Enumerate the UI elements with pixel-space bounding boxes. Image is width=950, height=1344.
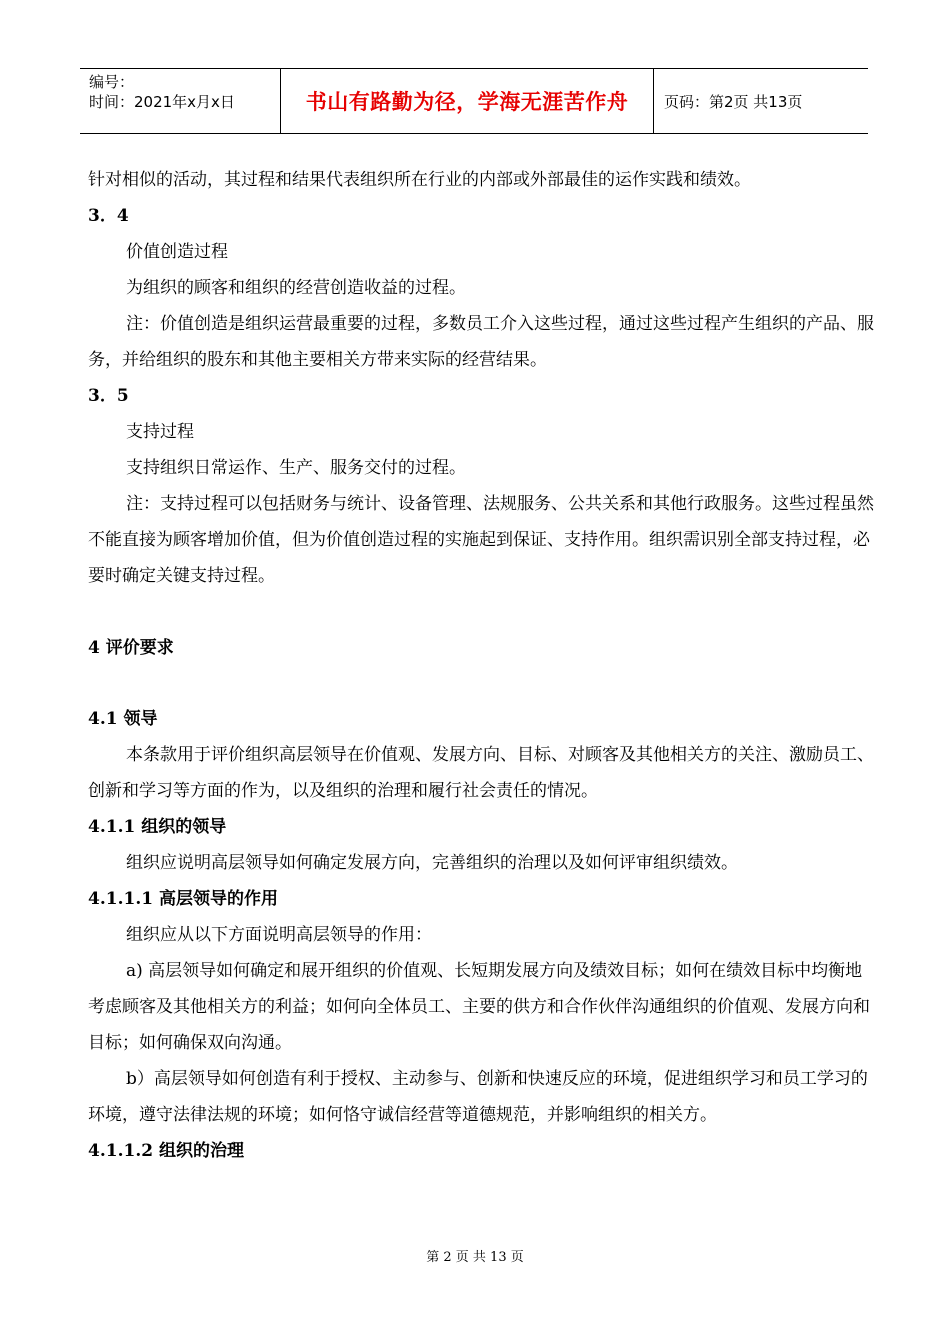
header-motto: 书山有路勤为径，学海无涯苦作舟: [281, 69, 654, 133]
list-item-b: b）高层领导如何创造有利于授权、主动参与、创新和快速反应的环境，促进组织学习和员工学习的环境，遵守法律法规的环境；如何恪守诚信经营等道德规范，并影响组织的相关方。: [88, 1069, 868, 1125]
heading-4: 4 评价要求: [88, 638, 174, 658]
document-number-label: 编号：: [89, 73, 135, 91]
paragraph-4-1-1: 组织应说明高层领导如何确定发展方向，完善组织的治理以及如何评审组织绩效。: [126, 853, 738, 873]
list-item-a: a) 高层领导如何确定和展开组织的价值观、长短期发展方向及绩效目标；如何在绩效目标中均衡地考虑顾客及其他相关方的利益；如何向全体员工、主要的供方和合作伙伴沟通组织的价值观、发展方向和目标；如何确保双向沟通。: [88, 961, 870, 1053]
section-number-3-5: 3．5: [88, 386, 129, 406]
term-definition-support-process: 支持组织日常运作、生产、服务交付的过程。: [126, 458, 466, 478]
header-info-cell: [80, 69, 281, 133]
header-table: [80, 68, 868, 134]
section-number-3-4: 3．4: [88, 206, 129, 226]
heading-4-1-1-1: 4.1.1.1 高层领导的作用: [88, 889, 278, 909]
document-body: [88, 162, 878, 1169]
page-footer: 第 2 页 共 13 页: [426, 1250, 524, 1265]
paragraph-continuation: 针对相似的活动，其过程和结果代表组织所在行业的内部或外部最佳的运作实践和绩效。: [88, 170, 751, 190]
heading-4-1-1: 4.1.1 组织的领导: [88, 817, 227, 837]
document-date: 时间：2021年x月x日: [89, 93, 235, 111]
term-title-support-process: 支持过程: [126, 422, 194, 442]
paragraph-4-1-1-1: 组织应从以下方面说明高层领导的作用：: [126, 925, 432, 945]
header-page-info: 页码：第2页 共13页: [664, 92, 803, 111]
heading-4-1-1-2: 4.1.1.2 组织的治理: [88, 1141, 244, 1161]
paragraph-4-1: 本条款用于评价组织高层领导在价值观、发展方向、目标、对顾客及其他相关方的关注、激励员工、创新和学习等方面的作为，以及组织的治理和履行社会责任的情况。: [88, 745, 874, 801]
heading-4-1: 4.1 领导: [88, 709, 158, 729]
term-definition-value-creation: 为组织的顾客和组织的经营创造收益的过程。: [126, 278, 466, 298]
term-note-support-process: 注：支持过程可以包括财务与统计、设备管理、法规服务、公共关系和其他行政服务。这些过程虽然不能直接为顾客增加价值，但为价值创造过程的实施起到保证、支持作用。组织需识别全部支持过程，必要时确定关键支持过程。: [88, 494, 874, 586]
term-note-value-creation: 注：价值创造是组织运营最重要的过程，多数员工介入这些过程，通过这些过程产生组织的产品、服务，并给组织的股东和其他主要相关方带来实际的经营结果。: [88, 314, 874, 370]
term-title-value-creation: 价值创造过程: [126, 242, 228, 262]
